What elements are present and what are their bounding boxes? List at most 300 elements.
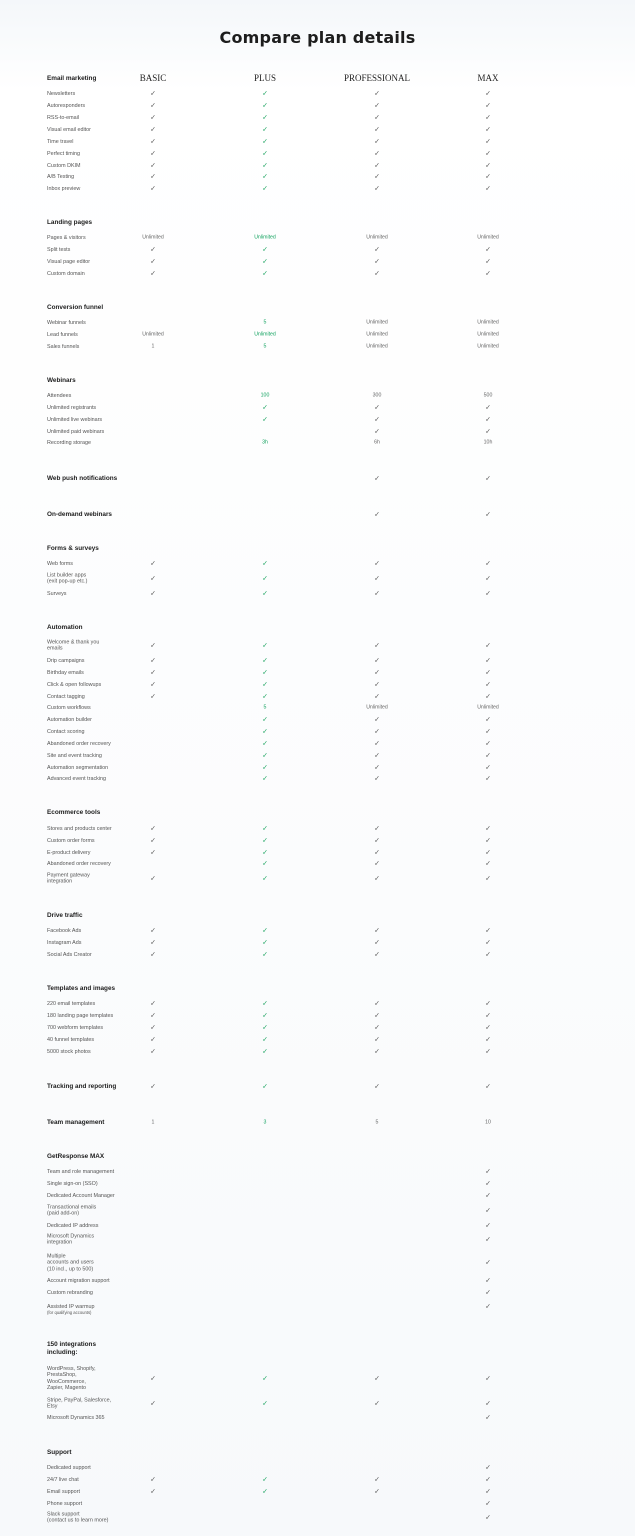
check-icon: ✓ [485, 1012, 491, 1020]
professional-value: Unlimited [366, 234, 388, 241]
row-label: Surveys [47, 590, 67, 597]
row-note: (for qualifying accounts) [47, 1309, 92, 1315]
check-icon: ✓ [374, 126, 380, 134]
plus-check-icon [230, 103, 300, 111]
basic-check-icon [118, 139, 188, 147]
professional-check-icon [342, 940, 412, 948]
row-label: Single sign-on (SSO) [47, 1180, 98, 1187]
row-label: Drip campaigns [47, 657, 85, 664]
check-icon: ✓ [485, 740, 491, 748]
plus-check-icon [230, 91, 300, 99]
max-check-icon [453, 928, 523, 936]
check-icon: ✓ [485, 1036, 491, 1044]
check-icon: ✓ [262, 669, 268, 677]
basic-check-icon [118, 1025, 188, 1033]
check-icon: ✓ [374, 764, 380, 772]
max-check-icon [453, 512, 523, 520]
check-icon: ✓ [150, 126, 156, 134]
row-label: Email support [47, 1488, 80, 1495]
check-icon: ✓ [262, 860, 268, 868]
check-icon: ✓ [485, 126, 491, 134]
professional-check-icon [342, 776, 412, 784]
check-icon: ✓ [485, 825, 491, 833]
check-icon: ✓ [485, 1414, 491, 1422]
max-value: Unlimited [477, 319, 499, 326]
check-icon: ✓ [150, 1024, 156, 1032]
plus-check-icon [230, 670, 300, 678]
professional-check-icon [342, 127, 412, 135]
check-icon: ✓ [485, 875, 491, 883]
basic-check-icon [118, 561, 188, 569]
check-icon: ✓ [485, 837, 491, 845]
row-label: Custom DKIM [47, 162, 81, 169]
row-label: Microsoft Dynamics integration [47, 1233, 95, 1247]
max-check-icon [453, 186, 523, 194]
check-icon: ✓ [485, 416, 491, 424]
max-value: Unlimited [477, 331, 499, 338]
check-icon: ✓ [485, 475, 491, 483]
check-icon: ✓ [485, 1180, 491, 1188]
professional-check-icon [342, 174, 412, 182]
check-icon: ✓ [150, 246, 156, 254]
check-icon: ✓ [485, 669, 491, 677]
section-title-getresponse-max: GetResponse MAX [47, 1153, 105, 1160]
row-label: Visual email editor [47, 126, 91, 133]
check-icon: ✓ [150, 1488, 156, 1496]
section-title-templates-and-images: Templates and images [47, 985, 116, 992]
check-icon: ✓ [150, 102, 156, 110]
check-icon: ✓ [262, 951, 268, 959]
professional-check-icon [342, 838, 412, 846]
check-icon: ✓ [150, 1083, 156, 1091]
check-icon: ✓ [262, 590, 268, 598]
plus-check-icon [230, 1037, 300, 1045]
check-icon: ✓ [150, 90, 156, 98]
row-label: 220 email templates [47, 1000, 96, 1007]
max-check-icon [453, 1465, 523, 1473]
professional-check-icon [342, 1489, 412, 1497]
check-icon: ✓ [150, 927, 156, 935]
plus-check-icon [230, 952, 300, 960]
check-icon: ✓ [262, 575, 268, 583]
check-icon: ✓ [485, 150, 491, 158]
professional-check-icon [342, 1049, 412, 1057]
check-icon: ✓ [485, 404, 491, 412]
max-check-icon [453, 115, 523, 123]
basic-check-icon [118, 186, 188, 194]
plus-check-icon [230, 765, 300, 773]
check-icon: ✓ [262, 1400, 268, 1408]
max-check-icon [453, 729, 523, 737]
check-icon: ✓ [262, 404, 268, 412]
basic-check-icon [118, 826, 188, 834]
check-icon: ✓ [150, 875, 156, 883]
check-icon: ✓ [374, 90, 380, 98]
check-icon: ✓ [262, 1375, 268, 1383]
row-label: Contact tagging [47, 693, 85, 700]
professional-check-icon [342, 259, 412, 267]
professional-check-icon [342, 576, 412, 584]
check-icon: ✓ [374, 246, 380, 254]
professional-check-icon [342, 1401, 412, 1409]
section-title-tracking-and-reporting: Tracking and reporting [47, 1083, 117, 1090]
professional-check-icon [342, 1037, 412, 1045]
section-title-email-marketing: Email marketing [47, 75, 97, 82]
basic-check-icon [118, 1489, 188, 1497]
max-check-icon [453, 91, 523, 99]
check-icon: ✓ [374, 849, 380, 857]
check-icon: ✓ [262, 270, 268, 278]
check-icon: ✓ [262, 1012, 268, 1020]
max-check-icon [453, 405, 523, 413]
check-icon: ✓ [374, 669, 380, 677]
basic-check-icon [118, 174, 188, 182]
professional-check-icon [342, 405, 412, 413]
check-icon: ✓ [485, 849, 491, 857]
max-check-icon [453, 476, 523, 484]
check-icon: ✓ [262, 560, 268, 568]
check-icon: ✓ [374, 102, 380, 110]
section-title-automation: Automation [47, 624, 83, 631]
professional-check-icon [342, 861, 412, 869]
row-label: Dedicated support [47, 1464, 91, 1471]
check-icon: ✓ [150, 849, 156, 857]
basic-check-icon [118, 91, 188, 99]
basic-check-icon [118, 576, 188, 584]
check-icon: ✓ [485, 1400, 491, 1408]
check-icon: ✓ [150, 575, 156, 583]
row-label: Transactional emails (paid add-on) [47, 1204, 97, 1218]
plus-check-icon [230, 417, 300, 425]
check-icon: ✓ [374, 825, 380, 833]
row-label: 24/7 live chat [47, 1476, 79, 1483]
check-icon: ✓ [262, 185, 268, 193]
max-check-icon [453, 1193, 523, 1201]
row-label: A/B Testing [47, 173, 75, 180]
row-label: Custom domain [47, 270, 85, 277]
max-check-icon [453, 1376, 523, 1384]
plus-check-icon [230, 1013, 300, 1021]
basic-check-icon [118, 151, 188, 159]
plus-check-icon [230, 115, 300, 123]
professional-check-icon [342, 753, 412, 761]
plus-check-icon [230, 940, 300, 948]
max-check-icon [453, 1223, 523, 1231]
check-icon: ✓ [150, 162, 156, 170]
professional-check-icon [342, 765, 412, 773]
check-icon: ✓ [150, 270, 156, 278]
check-icon: ✓ [485, 1083, 491, 1091]
max-check-icon [453, 163, 523, 171]
max-check-icon [453, 429, 523, 437]
max-check-icon [453, 876, 523, 884]
check-icon: ✓ [374, 114, 380, 122]
check-icon: ✓ [485, 428, 491, 436]
section-title-forms-surveys: Forms & surveys [47, 545, 99, 552]
row-label: Attendees [47, 392, 72, 399]
basic-check-icon [118, 952, 188, 960]
max-check-icon [453, 1477, 523, 1485]
plus-check-icon [230, 186, 300, 194]
check-icon: ✓ [262, 173, 268, 181]
check-icon: ✓ [262, 642, 268, 650]
basic-check-icon [118, 658, 188, 666]
check-icon: ✓ [262, 162, 268, 170]
max-check-icon [453, 861, 523, 869]
max-check-icon [453, 1025, 523, 1033]
check-icon: ✓ [262, 849, 268, 857]
professional-check-icon [342, 1001, 412, 1009]
basic-check-icon [118, 1401, 188, 1409]
check-icon: ✓ [150, 1375, 156, 1383]
check-icon: ✓ [262, 939, 268, 947]
row-label: Stripe, PayPal, Salesforce, Etsy [47, 1397, 112, 1411]
check-icon: ✓ [485, 162, 491, 170]
row-label: Welcome & thank you emails [47, 639, 100, 653]
check-icon: ✓ [374, 693, 380, 701]
basic-value: Unlimited [142, 234, 164, 241]
check-icon: ✓ [262, 114, 268, 122]
row-label: Webinar funnels [47, 319, 86, 326]
max-check-icon [453, 576, 523, 584]
row-label: Custom rebranding [47, 1289, 93, 1296]
plus-check-icon [230, 1025, 300, 1033]
professional-check-icon [342, 670, 412, 678]
basic-check-icon [118, 115, 188, 123]
basic-check-icon [118, 928, 188, 936]
basic-check-icon [118, 838, 188, 846]
max-check-icon [453, 1290, 523, 1298]
plus-check-icon [230, 1489, 300, 1497]
professional-check-icon [342, 826, 412, 834]
plus-check-icon [230, 861, 300, 869]
row-label: E-product delivery [47, 849, 91, 856]
row-label: 180 landing page templates [47, 1012, 114, 1019]
basic-check-icon [118, 259, 188, 267]
check-icon: ✓ [262, 752, 268, 760]
professional-check-icon [342, 115, 412, 123]
professional-check-icon [342, 476, 412, 484]
max-check-icon [453, 776, 523, 784]
check-icon: ✓ [262, 90, 268, 98]
plus-check-icon [230, 1376, 300, 1384]
max-check-icon [453, 838, 523, 846]
plus-value: 5 [263, 319, 267, 326]
check-icon: ✓ [262, 875, 268, 883]
max-check-icon [453, 952, 523, 960]
max-check-icon [453, 259, 523, 267]
max-check-icon [453, 127, 523, 135]
plus-check-icon [230, 753, 300, 761]
max-check-icon [453, 1489, 523, 1497]
max-check-icon [453, 765, 523, 773]
plus-check-icon [230, 850, 300, 858]
check-icon: ✓ [485, 728, 491, 736]
professional-check-icon [342, 561, 412, 569]
section-title-support: Support [47, 1449, 72, 1456]
professional-value: 6h [374, 439, 380, 446]
max-check-icon [453, 1013, 523, 1021]
row-label: Web forms [47, 560, 73, 567]
basic-check-icon [118, 591, 188, 599]
max-check-icon [453, 103, 523, 111]
professional-check-icon [342, 417, 412, 425]
section-title-ecommerce-tools: Ecommerce tools [47, 809, 101, 816]
plus-check-icon [230, 741, 300, 749]
section-title-team-management: Team management [47, 1119, 105, 1126]
professional-check-icon [342, 151, 412, 159]
row-label: Multiple accounts and users (10 incl., up to 500) [47, 1253, 94, 1273]
plus-value: 3 [263, 1119, 267, 1126]
plus-value: 5 [263, 704, 267, 711]
max-check-icon [453, 1401, 523, 1409]
basic-check-icon [118, 1376, 188, 1384]
professional-check-icon [342, 91, 412, 99]
check-icon: ✓ [374, 138, 380, 146]
check-icon: ✓ [374, 775, 380, 783]
max-value: Unlimited [477, 343, 499, 350]
professional-value: 5 [375, 1119, 379, 1126]
check-icon: ✓ [374, 716, 380, 724]
basic-check-icon [118, 1001, 188, 1009]
plus-check-icon [230, 405, 300, 413]
check-icon: ✓ [485, 1236, 491, 1244]
plus-check-icon [230, 729, 300, 737]
basic-check-icon [118, 127, 188, 135]
plus-check-icon [230, 694, 300, 702]
plus-value: Unlimited [254, 234, 276, 241]
row-label: 40 funnel templates [47, 1036, 95, 1043]
basic-check-icon [118, 876, 188, 884]
max-check-icon [453, 139, 523, 147]
max-check-icon [453, 1415, 523, 1423]
check-icon: ✓ [485, 114, 491, 122]
check-icon: ✓ [485, 1024, 491, 1032]
check-icon: ✓ [150, 185, 156, 193]
check-icon: ✓ [374, 173, 380, 181]
max-check-icon [453, 1515, 523, 1523]
check-icon: ✓ [262, 416, 268, 424]
check-icon: ✓ [150, 1036, 156, 1044]
max-check-icon [453, 1181, 523, 1189]
basic-check-icon [118, 850, 188, 858]
check-icon: ✓ [150, 590, 156, 598]
check-icon: ✓ [374, 1024, 380, 1032]
check-icon: ✓ [485, 1277, 491, 1285]
max-check-icon [453, 1304, 523, 1312]
check-icon: ✓ [262, 764, 268, 772]
plus-value: Unlimited [254, 331, 276, 338]
max-check-icon [453, 1501, 523, 1509]
check-icon: ✓ [485, 1289, 491, 1297]
check-icon: ✓ [150, 1476, 156, 1484]
check-icon: ✓ [485, 1259, 491, 1267]
check-icon: ✓ [262, 1036, 268, 1044]
max-check-icon [453, 174, 523, 182]
check-icon: ✓ [485, 693, 491, 701]
row-label: Custom workflows [47, 704, 91, 711]
check-icon: ✓ [374, 740, 380, 748]
check-icon: ✓ [485, 681, 491, 689]
row-label: Dedicated Account Manager [47, 1192, 115, 1199]
max-check-icon [453, 1208, 523, 1216]
check-icon: ✓ [374, 752, 380, 760]
check-icon: ✓ [262, 1000, 268, 1008]
basic-check-icon [118, 1049, 188, 1057]
plus-check-icon [230, 174, 300, 182]
plus-check-icon [230, 1049, 300, 1057]
check-icon: ✓ [262, 825, 268, 833]
row-label: Click & open followups [47, 681, 102, 688]
max-check-icon [453, 417, 523, 425]
plus-check-icon [230, 682, 300, 690]
row-label: 5000 stock photos [47, 1048, 91, 1055]
check-icon: ✓ [374, 1476, 380, 1484]
check-icon: ✓ [374, 270, 380, 278]
plus-check-icon [230, 163, 300, 171]
max-value: 500 [483, 392, 493, 399]
professional-check-icon [342, 247, 412, 255]
max-check-icon [453, 1237, 523, 1245]
row-label: Microsoft Dynamics 365 [47, 1414, 105, 1421]
row-label: Stores and products center [47, 825, 112, 832]
check-icon: ✓ [374, 575, 380, 583]
row-label: Split tests [47, 246, 71, 253]
professional-check-icon [342, 729, 412, 737]
plus-value: 100 [260, 392, 270, 399]
plus-check-icon [230, 643, 300, 651]
max-check-icon [453, 247, 523, 255]
max-check-icon [453, 741, 523, 749]
basic-check-icon [118, 103, 188, 111]
check-icon: ✓ [485, 657, 491, 665]
check-icon: ✓ [150, 173, 156, 181]
check-icon: ✓ [262, 728, 268, 736]
check-icon: ✓ [150, 825, 156, 833]
check-icon: ✓ [262, 1083, 268, 1091]
max-check-icon [453, 658, 523, 666]
professional-check-icon [342, 1025, 412, 1033]
row-label: Recording storage [47, 439, 92, 446]
max-check-icon [453, 271, 523, 279]
max-check-icon [453, 643, 523, 651]
professional-check-icon [342, 1376, 412, 1384]
professional-check-icon [342, 741, 412, 749]
check-icon: ✓ [374, 1048, 380, 1056]
professional-check-icon [342, 512, 412, 520]
check-icon: ✓ [374, 728, 380, 736]
max-check-icon [453, 151, 523, 159]
check-icon: ✓ [485, 775, 491, 783]
professional-check-icon [342, 1013, 412, 1021]
professional-value: Unlimited [366, 331, 388, 338]
professional-check-icon [342, 876, 412, 884]
check-icon: ✓ [262, 258, 268, 266]
professional-check-icon [342, 139, 412, 147]
check-icon: ✓ [374, 150, 380, 158]
row-label: Custom order forms [47, 837, 95, 844]
check-icon: ✓ [262, 927, 268, 935]
basic-check-icon [118, 670, 188, 678]
row-label: Dedicated IP address [47, 1222, 99, 1229]
check-icon: ✓ [374, 927, 380, 935]
check-icon: ✓ [262, 102, 268, 110]
professional-check-icon [342, 952, 412, 960]
check-icon: ✓ [374, 657, 380, 665]
check-icon: ✓ [485, 927, 491, 935]
check-icon: ✓ [150, 642, 156, 650]
row-label: Time travel [47, 138, 74, 145]
